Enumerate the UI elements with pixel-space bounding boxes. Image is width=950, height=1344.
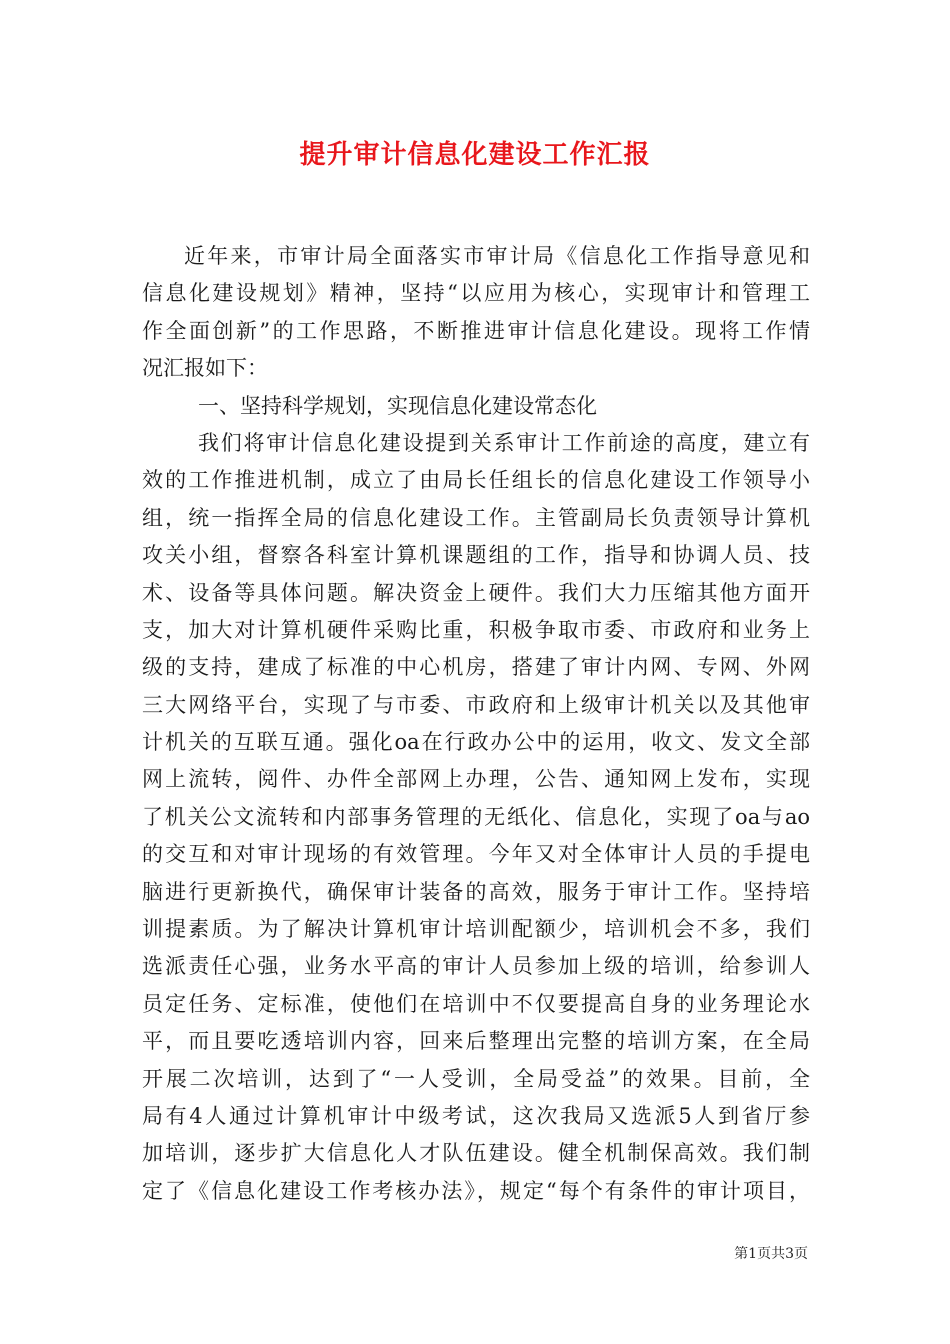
body-line: 局有4人通过计算机审计中级考试，这次我局又选派5人到省厅参 xyxy=(142,1103,810,1128)
body-line: 近年来，市审计局全面落实市审计局《信息化工作指导意见和 xyxy=(184,244,810,268)
body-line: 脑进行更新换代，确保审计装备的高效，服务于审计工作。坚持培 xyxy=(142,879,810,904)
body-line: 的交互和对审计现场的有效管理。今年又对全体审计人员的手提电 xyxy=(142,842,810,867)
body-line: 选派责任心强，业务水平高的审计人员参加上级的培训，给参训人 xyxy=(142,954,810,979)
body-line: 支，加大对计算机硬件采购比重，积极争取市委、市政府和业务上 xyxy=(142,617,810,642)
body-line: 网上流转，阅件、办件全部网上办理，公告、通知网上发布，实现 xyxy=(142,767,810,792)
page-number: 第1页共3页 xyxy=(734,1246,808,1262)
body-line: 加培训，逐步扩大信息化人才队伍建设。健全机制保高效。我们制 xyxy=(142,1141,810,1166)
body-line: 信息化建设规划》精神，坚持“以应用为核心，实现审计和管理工 xyxy=(142,281,810,306)
body-line: 况汇报如下： xyxy=(142,356,268,381)
body-line: 级的支持，建成了标准的中心机房，搭建了审计内网、专网、外网 xyxy=(142,655,810,680)
body-line: 组，统一指挥全局的信息化建设工作。主管副局长负责领导计算机 xyxy=(142,505,810,530)
body-line: 计机关的互联互通。强化oa在行政办公中的运用，收文、发文全部 xyxy=(142,730,810,755)
body-line: 员定任务、定标准，使他们在培训中不仅要提高自身的业务理论水 xyxy=(142,991,810,1016)
body-line: 术、设备等具体问题。解决资金上硬件。我们大力压缩其他方面开 xyxy=(142,580,810,605)
body-line: 训提素质。为了解决计算机审计培训配额少，培训机会不多，我们 xyxy=(142,917,810,942)
body-line: 三大网络平台，实现了与市委、市政府和上级审计机关以及其他审 xyxy=(142,692,810,717)
body-line: 了机关公文流转和内部事务管理的无纸化、信息化，实现了oa与ao xyxy=(142,804,810,829)
body-line: 开展二次培训，达到了“一人受训，全局受益”的效果。目前，全 xyxy=(142,1066,810,1091)
body-line: 平，而且要吃透培训内容，回来后整理出完整的培训方案，在全局 xyxy=(142,1029,810,1054)
body-line: 我们将审计信息化建设提到关系审计工作前途的高度，建立有 xyxy=(198,430,810,455)
body-line: 定了《信息化建设工作考核办法》，规定“每个有条件的审计项目， xyxy=(142,1178,810,1203)
document-body xyxy=(142,238,810,1210)
body-line: 攻关小组，督察各科室计算机课题组的工作，指导和协调人员、技 xyxy=(142,543,810,568)
body-line: 效的工作推进机制，成立了由局长任组长的信息化建设工作领导小 xyxy=(142,468,810,493)
document-title: 提升审计信息化建设工作汇报 xyxy=(299,140,651,170)
body-line: 作全面创新”的工作思路，不断推进审计信息化建设。现将工作情 xyxy=(142,318,810,343)
section-heading: 一、坚持科学规划，实现信息化建设常态化 xyxy=(198,393,597,418)
